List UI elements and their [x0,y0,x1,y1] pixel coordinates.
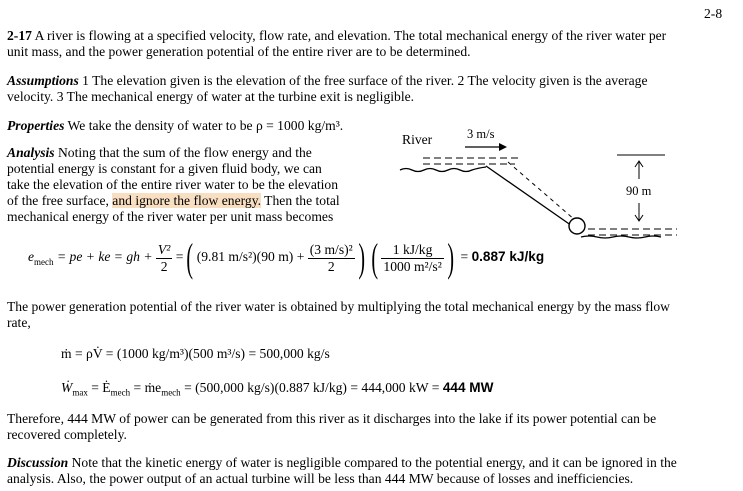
therefore-paragraph: Therefore, 444 MW of power can be generated from this river as it discharges into the lake if its power potential can be recovered completely. [7,411,657,442]
analysis-line-4b: Then the total [261,193,340,208]
dam-slope-dash [508,162,575,220]
properties-section [7,118,343,134]
analysis-section [7,145,340,225]
equation-mass-flow: ṁ = ρV̇ = (1000 kg/m³)(500 m³/s) = 500,000 kg/s [61,346,330,361]
page-number: 2-8 [704,6,723,21]
problem-statement [7,28,666,60]
analysis-line-3: take the elevation of the entire river water to be the elevation [7,177,339,192]
analysis-line-1: Noting that the sum of the flow energy and the [54,145,312,160]
assumptions-label: Assumptions [7,73,79,88]
analysis-label: Analysis [7,145,55,160]
properties-label: Properties [7,118,65,133]
discussion-label: Discussion [7,455,69,470]
turbine [569,218,585,234]
river-figure [395,125,695,255]
assumptions-line-2: velocity. 3 The mechanical energy of water at the turbine exit is negligible. [7,89,415,104]
power-result: 444 MW [442,380,494,395]
problem-number: 2-17 [7,28,32,43]
velocity-arrowhead [499,143,507,151]
energy-result: 0.887 kJ/kg [471,249,545,265]
analysis-line-4a: of the free surface, [7,193,113,208]
velocity-label: 3 m/s [467,127,495,141]
equation-energy: $e_{mech}$ = pe + ke = gh + $\frac{\text{V²}}{2}$ =( (9.81 m/s²)(90 m) + $\frac{\text{(3 m/s)²}}{2}$ ) ( $\frac{1 kJ/kg}{\text{1000 m²/s²}}$ ) = 0.887 kJ/kg [28,235,545,280]
statement-line-2: unit mass, and the power generation potential of the entire river are to be determined. [7,44,471,59]
power-paragraph: The power generation potential of the river water is obtained by multiplying the total mechanical energy by the mass flow rate, [7,299,671,330]
height-label: 90 m [626,184,652,198]
assumptions-section [7,73,648,105]
river-label: River [402,132,433,147]
highlighted-text: and ignore the flow energy. [112,193,262,208]
assumptions-line-1a: 1 The elevation given is the elevation of the free surface of the river. [78,73,458,88]
analysis-line-2: potential energy is constant for a given fluid body, we can [7,161,322,176]
equation-power: Ẇ$_{max}$ = $Ė_{mech}$ = ṁe$_{mech}$ = (500,000 kg/s)(0.887 kJ/kg) = 444,000 kW = 444 MW [61,380,494,398]
discussion-section: Discussion Note that the kinetic energy of water is negligible compared to the potential energy, and it can be ignored in the analysis. Also, the power output of an actual turbine will be less than 444 MW because of losses and inefficiencies. [7,455,677,486]
river-bed [400,167,486,172]
statement-line-1: A river is flowing at a specified velocity, flow rate, and elevation. The total mechanical energy of the river water per [31,28,667,43]
dam-slope [486,166,575,228]
analysis-line-5: mechanical energy of the river water per unit mass becomes [7,209,334,224]
assumptions-line-1b: 2 The velocity given is the average [457,73,648,88]
properties-text: We take the density of water to be ρ = 1000 kg/m³. [67,118,344,133]
lake-bed [581,236,661,238]
